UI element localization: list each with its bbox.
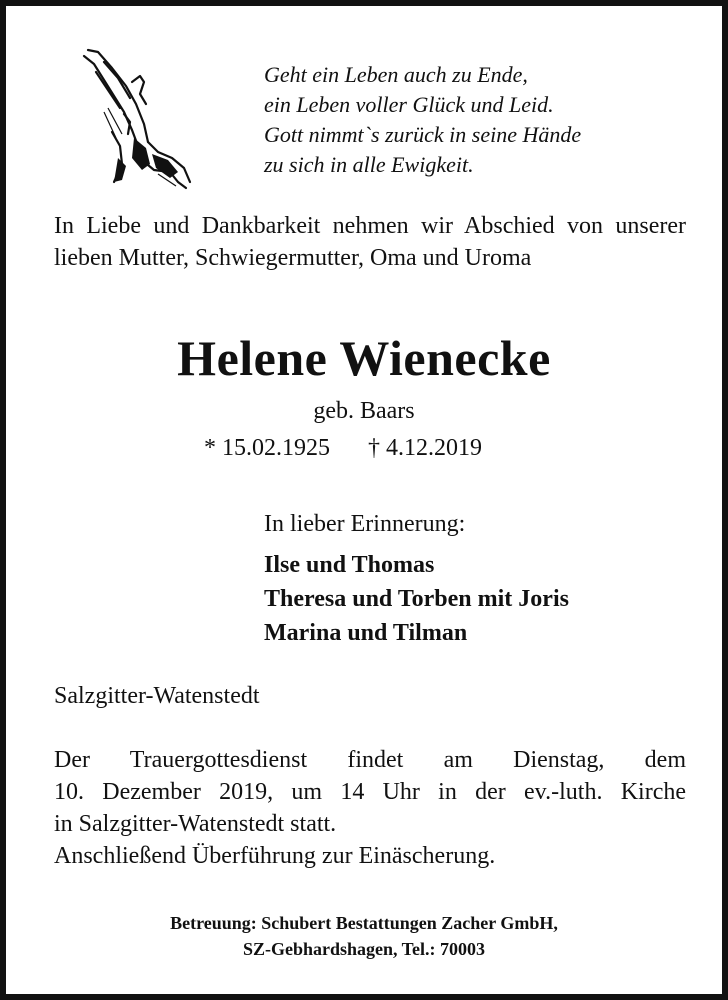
- funeral-home-info: [6, 910, 722, 962]
- place: Salzgitter-Watenstedt: [54, 683, 260, 709]
- poem-line: ein Leben voller Glück und Leid.: [264, 92, 554, 117]
- service-info: [54, 744, 686, 872]
- intro-text: In Liebe und Dankbarkeit nehmen wir Abschied von unserer lieben Mutter, Schwiegermutter, Oma und Uroma: [54, 213, 686, 271]
- birth-date: * 15.02.1925: [204, 435, 330, 461]
- life-dates: [204, 432, 482, 464]
- death-date: † 4.12.2019: [368, 435, 482, 461]
- service-line: Der Trauergottesdienst findet am Dienstag, dem: [54, 747, 686, 773]
- footer-line: Betreuung: Schubert Bestattungen Zacher GmbH,: [170, 913, 558, 933]
- footer-line: SZ-Gebhardshagen, Tel.: 70003: [242, 939, 486, 959]
- deceased-name: Helene Wienecke: [177, 330, 551, 386]
- service-line: Anschließend Überführung zur Einäscherung.: [54, 843, 496, 869]
- family-member: Ilse und Thomas: [264, 552, 435, 578]
- family-list: [264, 548, 569, 650]
- service-line: 10. Dezember 2019, um 14 Uhr in der ev.-luth. Kirche: [54, 779, 686, 805]
- poem-line: Geht ein Leben auch zu Ende,: [264, 62, 528, 87]
- maiden-name: geb. Baars: [313, 398, 415, 424]
- family-member: Theresa und Torben mit Joris: [264, 586, 569, 612]
- poem-line: Gott nimmt`s zurück in seine Hände: [264, 122, 582, 147]
- memory-label: In lieber Erinnerung:: [264, 511, 466, 537]
- poem-line: zu sich in alle Ewigkeit.: [264, 152, 474, 177]
- poem: [264, 60, 581, 180]
- service-line: in Salzgitter-Watenstedt statt.: [54, 811, 337, 837]
- praying-hands-icon: [74, 42, 194, 192]
- family-member: Marina und Tilman: [264, 620, 468, 646]
